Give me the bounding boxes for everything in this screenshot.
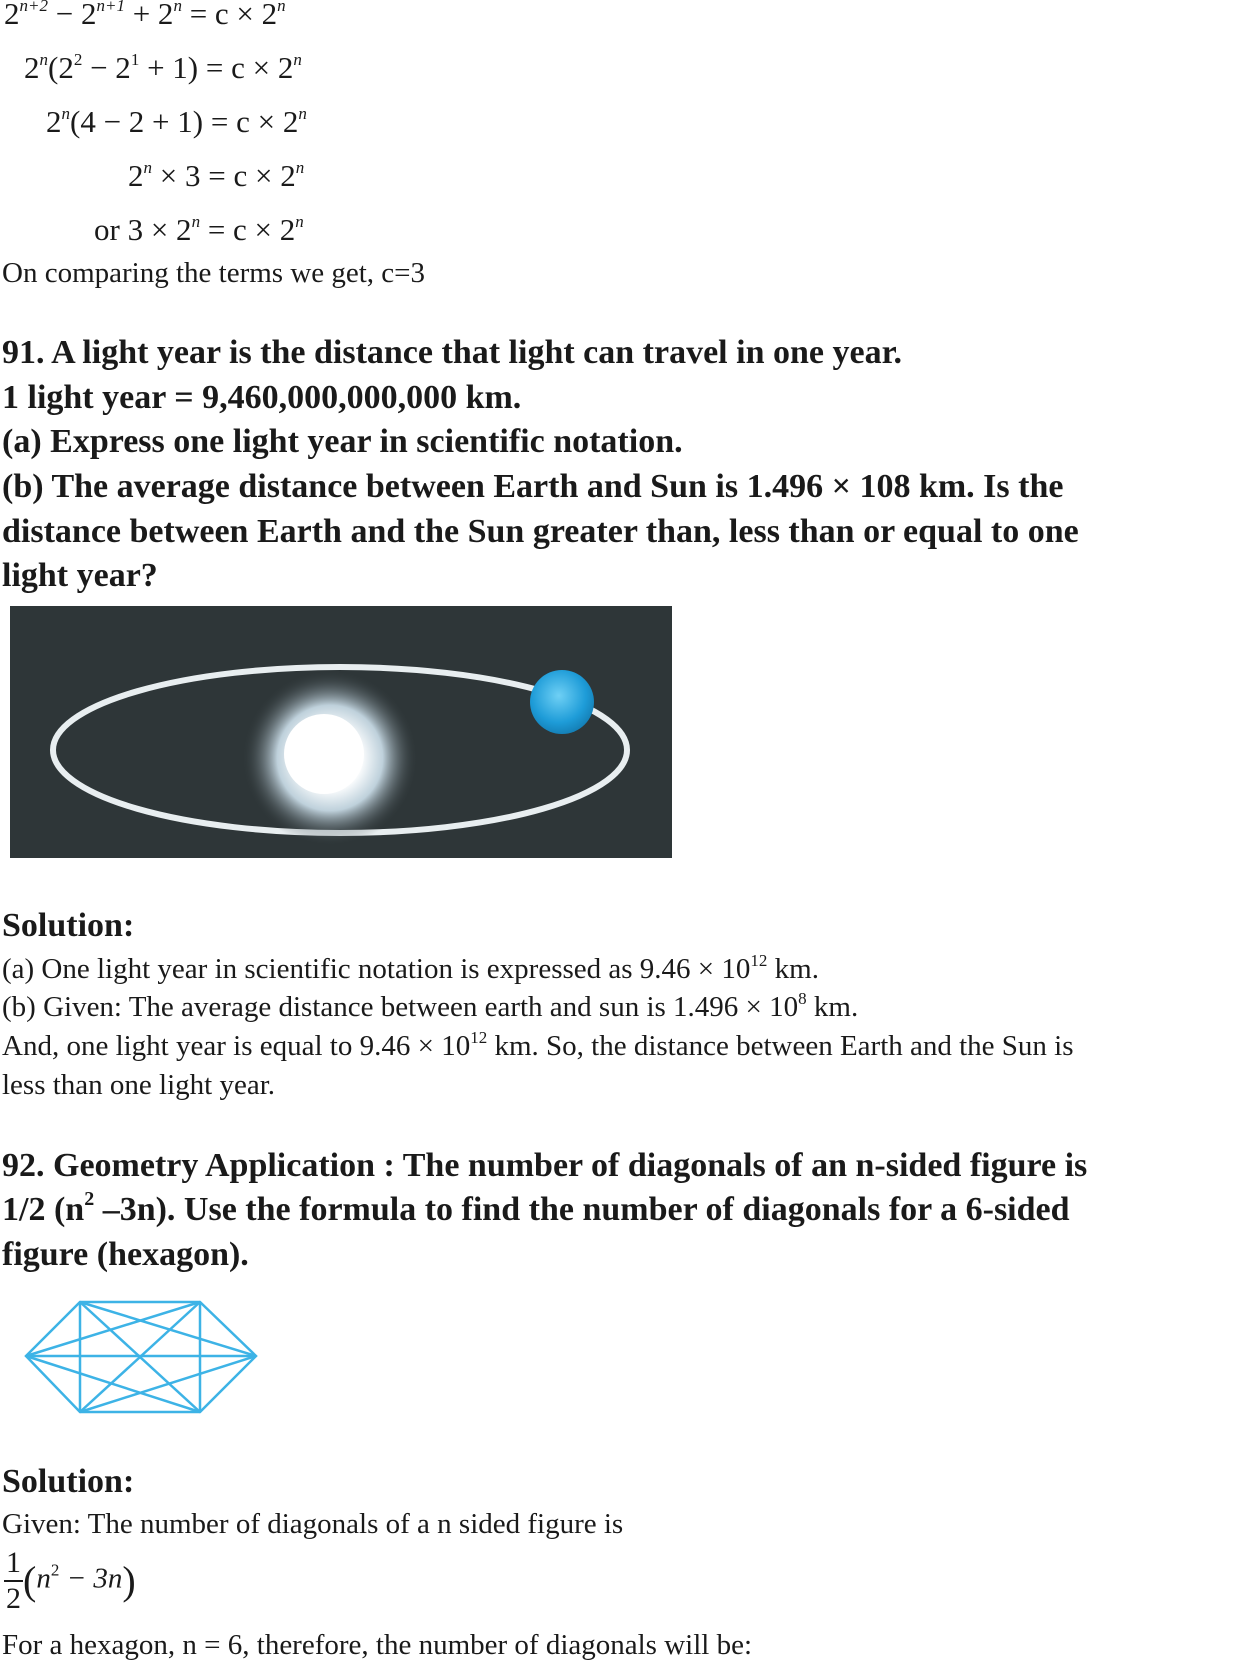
solution-91-part-b: (b) Given: The average distance between earth and sun is $1.496 \times 10^8$ km. (2, 989, 859, 1023)
solution-92-hexagon-line: For a hexagon, n = 6, therefore, the number of diagonals will be: (2, 1629, 753, 1661)
solution-92-heading: Solution: (2, 1463, 135, 1500)
hexagon-diagonals-illustration (20, 1298, 260, 1418)
equation-line-3: $2^n(4 - 2 + 1) = c \times 2^n$ (46, 104, 307, 139)
q92-line-3: figure (hexagon). (2, 1236, 249, 1273)
q91-line-6: light year? (2, 557, 158, 594)
equation-line-4: $2^n \times 3 = c \times 2^n$ (128, 158, 305, 193)
solution-91-conclusion-line-2: less than one light year. (2, 1069, 276, 1101)
equation-line-2: $2^n(2^2 - 2^1 + 1) = c \times 2^n$ (24, 50, 302, 85)
q91-line-3: (a) Express one light year in scientific notation. (2, 423, 683, 460)
solution-91-conclusion-line-1: And, one light year is equal to $9.46 \times 10^{12}$ km. So, the distance between Earth and the Sun is (2, 1028, 1074, 1062)
earth-sun-orbit-illustration (10, 606, 672, 858)
equation-line-1: $2^{n+2} - 2^{n+1} + 2^n = c \times 2^n$ (4, 0, 286, 31)
derivation-conclusion: On comparing the terms we get, c=3 (2, 257, 426, 289)
q91-line-4: (b) The average distance between Earth and Sun is 1.496 × 108 km. Is the (2, 468, 1064, 505)
q91-line-5: distance between Earth and the Sun greater than, less than or equal to one (2, 513, 1079, 550)
solution-92-given: Given: The number of diagonals of a n sided figure is (2, 1508, 624, 1540)
equation-line-5: or $3 \times 2^n = c \times 2^n$ (94, 212, 304, 247)
formula-fraction: $\frac{1}{2}$ (6, 1546, 21, 1615)
earth (530, 670, 594, 734)
q91-line-1: 91. A light year is the distance that light can travel in one year. (2, 334, 903, 371)
q92-line-1: 92. Geometry Application : The number of diagonals of an n-sided figure is (2, 1147, 1088, 1184)
diagonal-formula: $\frac{1}{2}$ $(n^2 - 3n)$ (6, 1546, 136, 1615)
q91-line-2: 1 light year = 9,460,000,000,000 km. (2, 379, 522, 416)
q92-line-2: 1/2 ($n^2$ –3n). Use the formula to find the number of diagonals for a 6-sided (2, 1188, 1070, 1228)
solution-91-heading: Solution: (2, 907, 135, 944)
solution-91-part-a: (a) One light year in scientific notation is expressed as $9.46 \times 10^{12}$ km. (2, 951, 819, 985)
sun-core (284, 714, 364, 794)
